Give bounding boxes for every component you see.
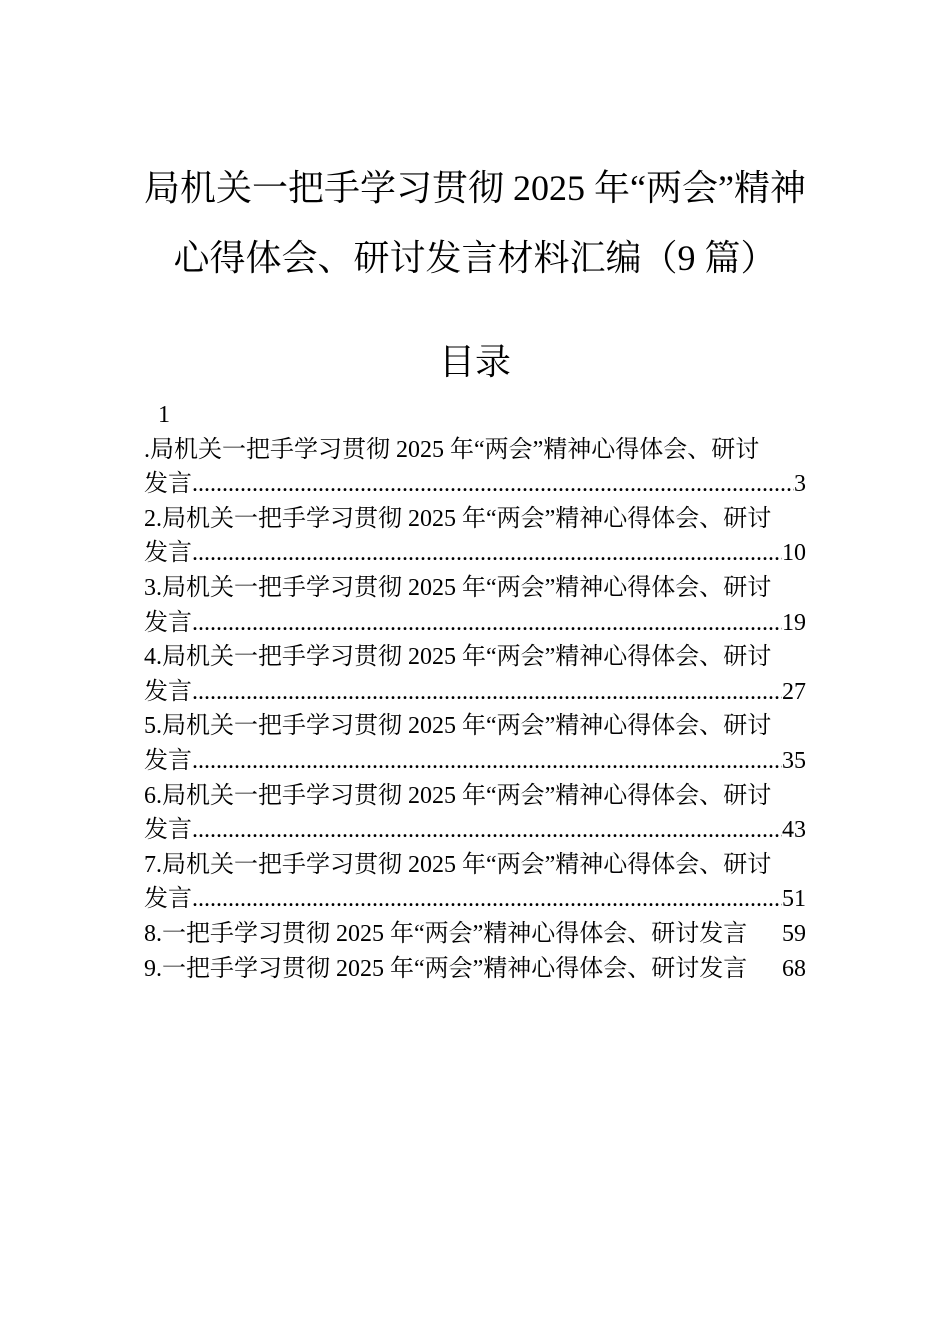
toc-entry-5-line-2[interactable] <box>144 744 806 779</box>
toc-entry-5-page: 35 <box>782 747 806 774</box>
toc-entry-3-line-1[interactable] <box>144 571 806 606</box>
toc-leader-dots <box>192 813 782 848</box>
document-title-line-1: 局机关一把手学习贯彻 2025 年“两会”精神 <box>144 168 806 208</box>
toc-entry-8-title: 8.一把手学习贯彻 2025 年“两会”精神心得体会、研讨发言 <box>144 920 748 947</box>
toc-leader-dots <box>192 675 782 710</box>
toc-leader-dots <box>192 744 782 779</box>
toc-entry-6-line-2[interactable] <box>144 813 806 848</box>
toc-entry-1-line-2[interactable] <box>144 467 806 502</box>
toc-entry-9-page: 68 <box>782 955 806 982</box>
toc-leader-dots <box>192 536 782 571</box>
toc-entry-1-title-cont: 发言 <box>144 471 192 498</box>
toc-entry-7-page: 51 <box>782 886 806 913</box>
toc-entry-2-line-2[interactable] <box>144 536 806 571</box>
toc-entry-4-line-1[interactable] <box>144 640 806 675</box>
toc-entry-7-line-1[interactable] <box>144 848 806 883</box>
toc-leader-dots <box>192 882 782 917</box>
toc-entry-5-line-1[interactable] <box>144 709 806 744</box>
toc-entry-8[interactable] <box>144 917 806 952</box>
toc-entry-2-title: 2.局机关一把手学习贯彻 2025 年“两会”精神心得体会、研讨 <box>144 505 772 532</box>
toc-entry-1-page: 3 <box>794 471 806 498</box>
toc-entry-2-title-cont: 发言 <box>144 540 192 567</box>
toc-entry-1-line-1[interactable] <box>144 433 806 468</box>
toc-entry-4-line-2[interactable] <box>144 675 806 710</box>
toc-entry-4-title-cont: 发言 <box>144 678 192 705</box>
toc-leader-dots <box>192 467 794 502</box>
toc-entry-9[interactable] <box>144 952 806 987</box>
toc-entry-6-title-cont: 发言 <box>144 817 192 844</box>
document-title-line-2: 心得体会、研讨发言材料汇编（9 篇） <box>173 238 777 278</box>
toc-entry-9-title: 9.一把手学习贯彻 2025 年“两会”精神心得体会、研讨发言 <box>144 955 748 982</box>
toc-entry-6-page: 43 <box>782 817 806 844</box>
toc-entry-2-page: 10 <box>782 540 806 567</box>
toc-entry-6-title: 6.局机关一把手学习贯彻 2025 年“两会”精神心得体会、研讨 <box>144 782 772 809</box>
toc-entry-7-title-cont: 发言 <box>144 886 192 913</box>
toc-entry-4-title: 4.局机关一把手学习贯彻 2025 年“两会”精神心得体会、研讨 <box>144 644 772 671</box>
toc-entry-2-line-1[interactable] <box>144 502 806 537</box>
toc-entry-5-title-cont: 发言 <box>144 747 192 774</box>
toc-entry-3-title-cont: 发言 <box>144 609 192 636</box>
table-of-contents <box>144 398 806 986</box>
toc-lead-number: 1 <box>158 402 170 428</box>
toc-leader-dots <box>192 606 782 641</box>
toc-entry-3-title: 3.局机关一把手学习贯彻 2025 年“两会”精神心得体会、研讨 <box>144 574 772 601</box>
toc-entry-7-title: 7.局机关一把手学习贯彻 2025 年“两会”精神心得体会、研讨 <box>144 851 772 878</box>
toc-heading: 目录 <box>438 342 511 382</box>
toc-entry-8-page: 59 <box>782 920 806 947</box>
toc-entry-1-title: .局机关一把手学习贯彻 2025 年“两会”精神心得体会、研讨 <box>144 436 760 463</box>
toc-entry-3-page: 19 <box>782 609 806 636</box>
toc-entry-6-line-1[interactable] <box>144 779 806 814</box>
toc-entry-3-line-2[interactable] <box>144 606 806 641</box>
toc-entry-4-page: 27 <box>782 678 806 705</box>
toc-entry-5-title: 5.局机关一把手学习贯彻 2025 年“两会”精神心得体会、研讨 <box>144 713 772 740</box>
toc-entry-7-line-2[interactable] <box>144 882 806 917</box>
